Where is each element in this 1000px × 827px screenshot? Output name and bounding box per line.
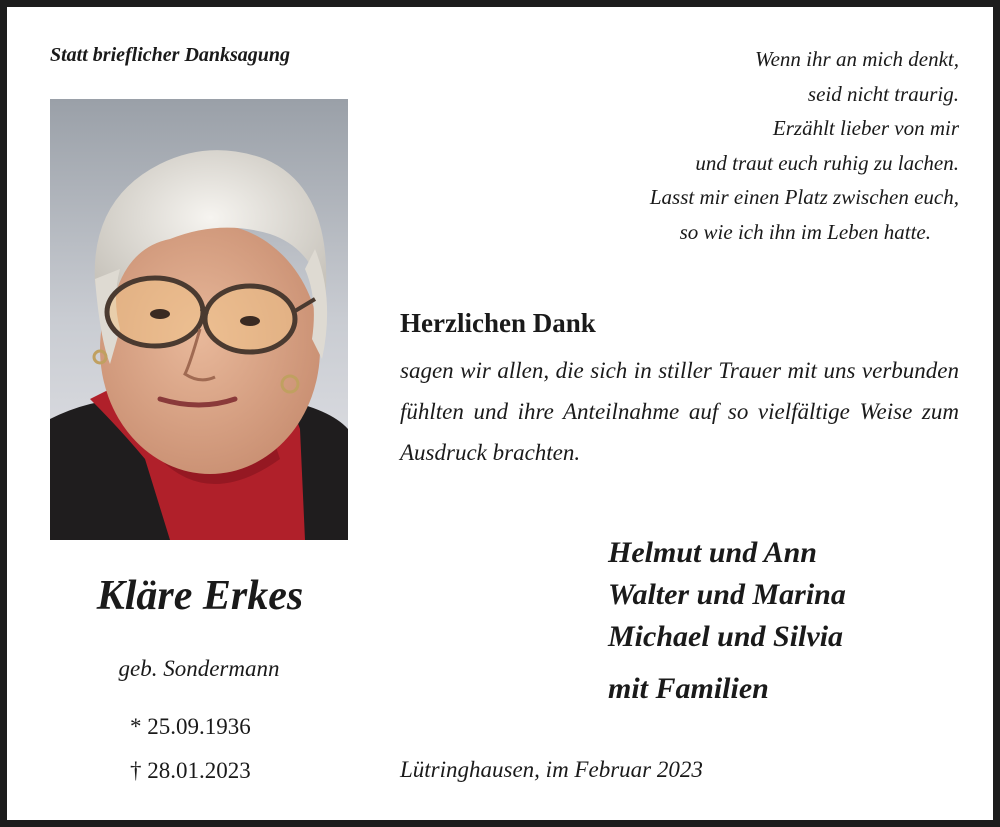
family-signature [608, 532, 846, 710]
portrait-photo [50, 99, 348, 540]
poem-line: Lasst mir einen Platz zwischen euch, [649, 185, 959, 209]
maiden-name: geb. Sondermann [118, 656, 280, 681]
poem [650, 42, 959, 249]
poem-line: so wie ich ihn im Leben hatte. [679, 219, 931, 244]
family-member: Helmut und Ann [608, 536, 817, 569]
family-with: mit Familien [608, 672, 769, 705]
family-member: Walter und Marina [608, 578, 846, 611]
birth-date: * 25.09.1936 [130, 714, 251, 739]
thanks-title: Herzlichen Dank [400, 308, 596, 338]
notice-heading: Statt brieflicher Danksagung [50, 44, 291, 66]
thanks-text: sagen wir allen, die sich in stiller Trauer mit uns verbunden fühlten und ihre Anteilnahme auf so vielfältige Weise zum Ausdruck brachten. [400, 358, 959, 465]
death-date: † 28.01.2023 [130, 758, 251, 783]
poem-line: Wenn ihr an mich denkt, [755, 47, 959, 71]
poem-line: und traut euch ruhig zu lachen. [695, 150, 959, 175]
place-date: Lütringhausen, im Februar 2023 [400, 757, 703, 782]
deceased-name: Kläre Erkes [96, 573, 304, 619]
poem-line: Erzählt lieber von mir [772, 116, 959, 140]
poem-line: seid nicht traurig. [807, 81, 959, 106]
family-member: Michael und Silvia [608, 620, 844, 653]
